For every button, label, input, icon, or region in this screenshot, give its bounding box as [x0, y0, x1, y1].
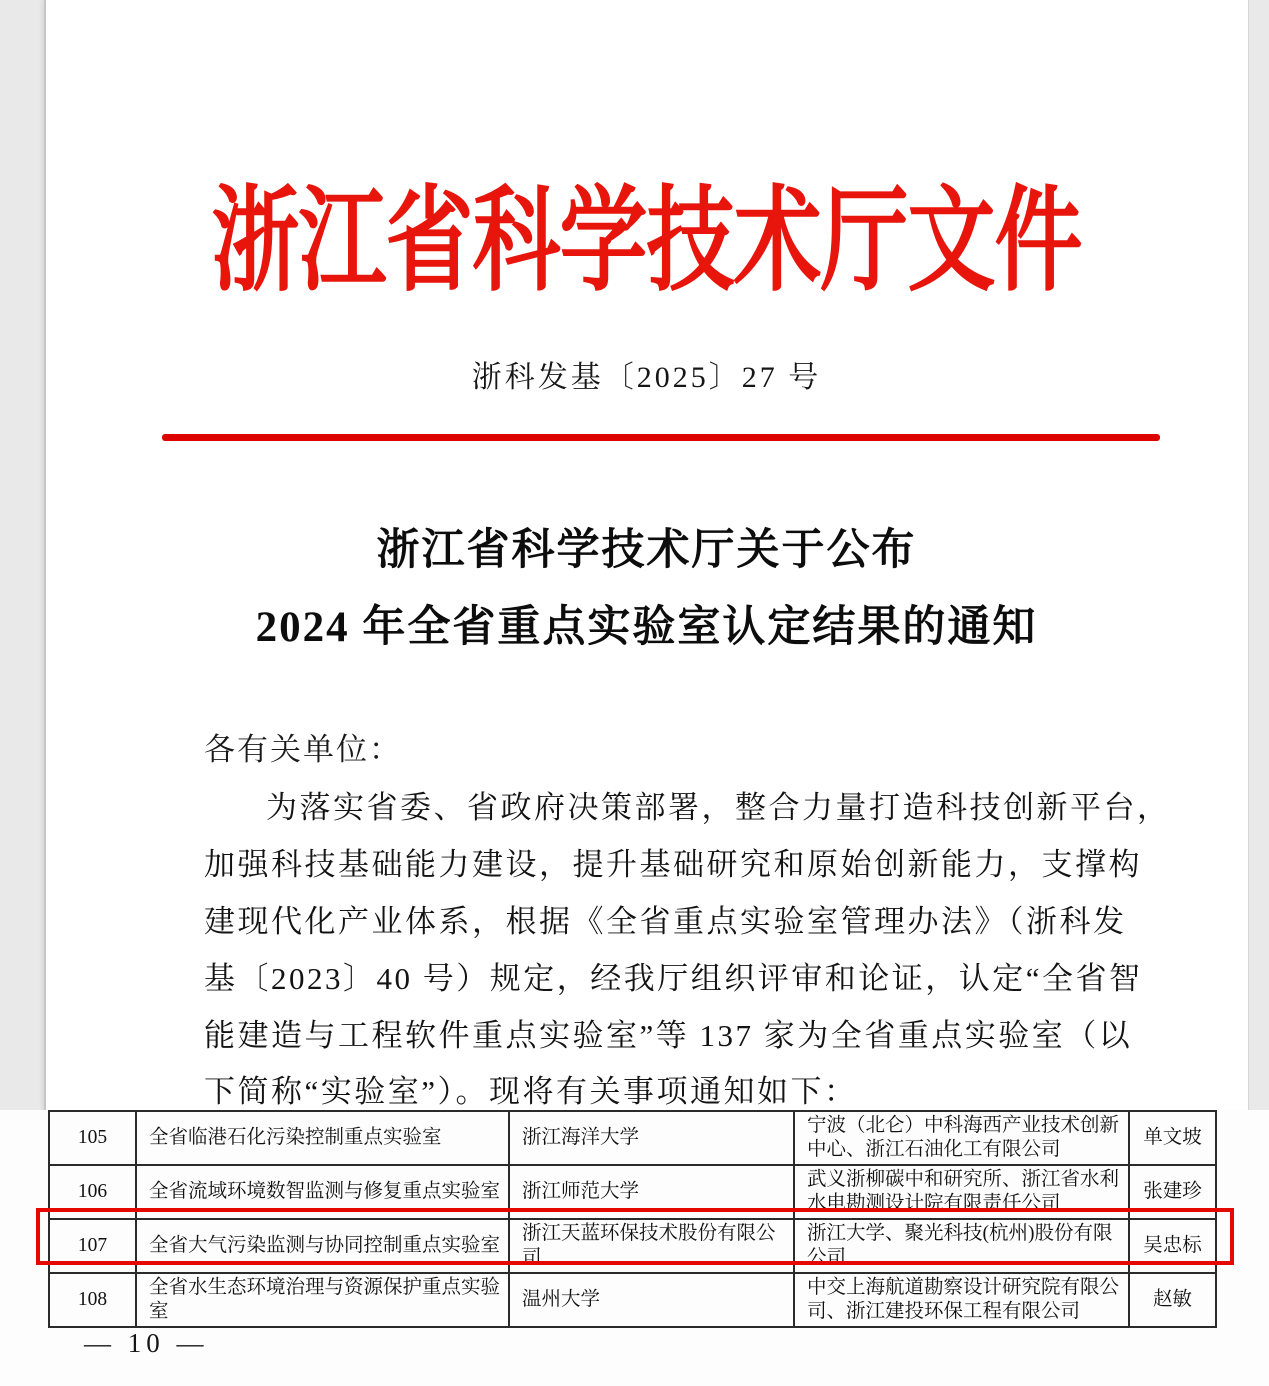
laboratory-approval-table	[48, 1110, 1217, 1328]
salutation: 各有关单位：	[204, 732, 402, 767]
body-text-line: 为落实省委、省政府决策部署，整合力量打造科技创新平台，	[266, 790, 1171, 825]
notice-title-line1: 浙江省科学技术厅关于公布	[376, 527, 917, 574]
institution-cell: 浙江师范大学	[509, 1165, 794, 1219]
lab-name-cell: 全省大气污染监测与协同控制重点实验室	[136, 1219, 509, 1273]
lab-name-cell: 全省临港石化污染控制重点实验室	[136, 1111, 509, 1165]
director-cell: 赵敏	[1129, 1273, 1216, 1327]
body-text-line: 加强科技基础能力建设，提升基础研究和原始创新能力，支撑构	[204, 847, 1142, 882]
lab-name-cell: 全省流域环境数智监测与修复重点实验室	[136, 1165, 509, 1219]
page-number: — 10 —	[84, 1328, 209, 1358]
red-divider-rule	[162, 434, 1160, 441]
partners-cell: 宁波（北仑）中科海西产业技术创新中心、浙江石油化工有限公司	[794, 1111, 1129, 1165]
partners-cell: 中交上海航道勘察设计研究院有限公司、浙江建投环保工程有限公司	[794, 1273, 1129, 1327]
row-number-cell: 108	[49, 1273, 136, 1327]
body-text-line: 基〔2023〕40 号）规定，经我厅组织评审和论证，认定“全省智	[204, 961, 1143, 996]
table-row-highlighted	[49, 1219, 1216, 1273]
director-cell: 吴忠标	[1129, 1219, 1216, 1273]
lab-name-cell: 全省水生态环境治理与资源保护重点实验室	[136, 1273, 509, 1327]
agency-header-title: 浙江省科学技术厅文件	[211, 179, 1082, 306]
table-row	[49, 1165, 1216, 1219]
body-text-line: 下简称“实验室”）。现将有关事项通知如下：	[204, 1074, 858, 1109]
row-number-cell: 105	[49, 1111, 136, 1165]
director-cell: 张建珍	[1129, 1165, 1216, 1219]
table-row	[49, 1111, 1216, 1165]
partners-cell: 浙江大学、聚光科技(杭州)股份有限公司	[794, 1219, 1129, 1273]
body-text-line: 建现代化产业体系，根据《全省重点实验室管理办法》（浙科发	[204, 904, 1127, 939]
row-number-cell: 106	[49, 1165, 136, 1219]
row-number-cell: 107	[49, 1219, 136, 1273]
notice-title-line2: 2024 年全省重点实验室认定结果的通知	[255, 604, 1038, 651]
body-text-line: 能建造与工程软件重点实验室”等 137 家为全省重点实验室（以	[204, 1018, 1133, 1053]
institution-cell: 浙江天蓝环保技术股份有限公司	[509, 1219, 794, 1273]
institution-cell: 浙江海洋大学	[509, 1111, 794, 1165]
institution-cell: 温州大学	[509, 1273, 794, 1327]
director-cell: 单文坡	[1129, 1111, 1216, 1165]
partners-cell: 武义浙柳碳中和研究所、浙江省水利水电勘测设计院有限责任公司	[794, 1165, 1129, 1219]
document-number: 浙科发基〔2025〕27 号	[471, 361, 822, 394]
table-row	[49, 1273, 1216, 1327]
